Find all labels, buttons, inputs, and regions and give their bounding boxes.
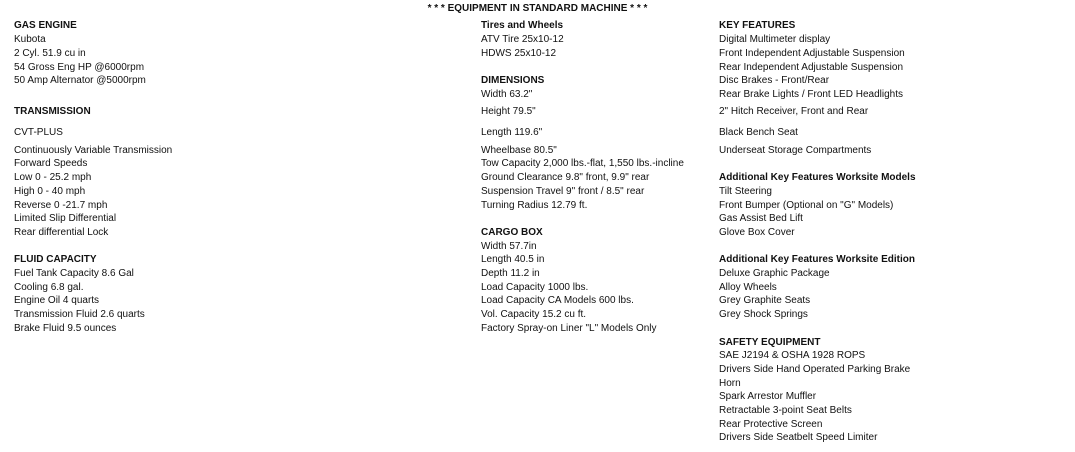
spec-line: Grey Graphite Seats <box>719 295 811 306</box>
worksite-models-heading: Additional Key Features Worksite Models <box>719 172 916 183</box>
spec-line: Black Bench Seat <box>719 127 798 138</box>
transmission-heading: TRANSMISSION <box>14 106 91 117</box>
spec-line: Brake Fluid 9.5 ounces <box>14 323 117 334</box>
spec-line: Engine Oil 4 quarts <box>14 295 100 306</box>
spec-line: Transmission Fluid 2.6 quarts <box>14 309 145 320</box>
spec-line: HDWS 25x10-12 <box>481 48 557 59</box>
spec-line: Drivers Side Seatbelt Speed Limiter <box>719 432 878 443</box>
spec-line: Load Capacity CA Models 600 lbs. <box>481 295 634 306</box>
tires-wheels-heading: Tires and Wheels <box>481 20 564 31</box>
spec-line: Gas Assist Bed Lift <box>719 213 803 224</box>
spec-line: Horn <box>719 378 741 389</box>
spec-line: Digital Multimeter display <box>719 34 831 45</box>
spec-line: Width 63.2" <box>481 89 533 100</box>
spec-line: Width 57.7in <box>481 241 537 252</box>
worksite-edition-heading: Additional Key Features Worksite Edition <box>719 254 915 265</box>
spec-line: Glove Box Cover <box>719 227 795 238</box>
spec-line: Height 79.5" <box>481 106 536 117</box>
gas-engine-heading: GAS ENGINE <box>14 20 77 31</box>
spec-line: Rear Brake Lights / Front LED Headlights <box>719 89 903 100</box>
spec-line: Drivers Side Hand Operated Parking Brake <box>719 364 911 375</box>
spec-line: Alloy Wheels <box>719 282 777 293</box>
spec-line: Ground Clearance 9.8" front, 9.9" rear <box>481 172 650 183</box>
dimensions-heading: DIMENSIONS <box>481 75 545 86</box>
spec-line: ATV Tire 25x10-12 <box>481 34 564 45</box>
spec-line: Rear Independent Adjustable Suspension <box>719 62 904 73</box>
safety-equipment-heading: SAFETY EQUIPMENT <box>719 337 821 348</box>
spec-line: 50 Amp Alternator @5000rpm <box>14 75 146 86</box>
spec-line: Tow Capacity 2,000 lbs.-flat, 1,550 lbs.-incline <box>481 158 684 169</box>
spec-line: Continuously Variable Transmission <box>14 145 173 156</box>
spec-line: Depth 11.2 in <box>481 268 540 279</box>
spec-line: Suspension Travel 9" front / 8.5" rear <box>481 186 645 197</box>
spec-line: Grey Shock Springs <box>719 309 808 320</box>
spec-line: Forward Speeds <box>14 158 88 169</box>
spec-line: Tilt Steering <box>719 186 772 197</box>
spec-line: Disc Brakes - Front/Rear <box>719 75 830 86</box>
fluid-capacity-heading: FLUID CAPACITY <box>14 254 97 265</box>
spec-line: Rear differential Lock <box>14 227 109 238</box>
spec-line: Kubota <box>14 34 46 45</box>
key-features-heading: KEY FEATURES <box>719 20 796 31</box>
spec-line: 54 Gross Eng HP @6000rpm <box>14 62 145 73</box>
spec-line: High 0 - 40 mph <box>14 186 86 197</box>
spec-line: Underseat Storage Compartments <box>719 145 872 156</box>
spec-line: Length 40.5 in <box>481 254 545 265</box>
spec-line: Front Independent Adjustable Suspension <box>719 48 905 59</box>
spec-line: Vol. Capacity 15.2 cu ft. <box>481 309 587 320</box>
spec-line: Wheelbase 80.5" <box>481 145 557 156</box>
spec-line: Load Capacity 1000 lbs. <box>481 282 589 293</box>
spec-line: Turning Radius 12.79 ft. <box>481 200 588 211</box>
spec-line: Front Bumper (Optional on "G" Models) <box>719 200 894 211</box>
spec-line: Spark Arrestor Muffler <box>719 391 817 402</box>
spec-line: 2 Cyl. 51.9 cu in <box>14 48 86 59</box>
spec-line: Fuel Tank Capacity 8.6 Gal <box>14 268 134 279</box>
spec-line: Retractable 3-point Seat Belts <box>719 405 852 416</box>
spec-line: Cooling 6.8 gal. <box>14 282 84 293</box>
cargo-box-heading: CARGO BOX <box>481 227 543 238</box>
spec-line: 2" Hitch Receiver, Front and Rear <box>719 106 869 117</box>
spec-line: SAE J2194 & OSHA 1928 ROPS <box>719 350 866 361</box>
spec-line: Limited Slip Differential <box>14 213 117 224</box>
transmission-type: CVT-PLUS <box>14 127 63 138</box>
page-title: * * * EQUIPMENT IN STANDARD MACHINE * * * <box>427 3 648 14</box>
spec-line: Factory Spray-on Liner "L" Models Only <box>481 323 657 334</box>
spec-line: Low 0 - 25.2 mph <box>14 172 92 183</box>
spec-line: Rear Protective Screen <box>719 419 823 430</box>
spec-line: Deluxe Graphic Package <box>719 268 830 279</box>
spec-line: Reverse 0 -21.7 mph <box>14 200 108 211</box>
spec-line: Length 119.6" <box>481 127 543 138</box>
